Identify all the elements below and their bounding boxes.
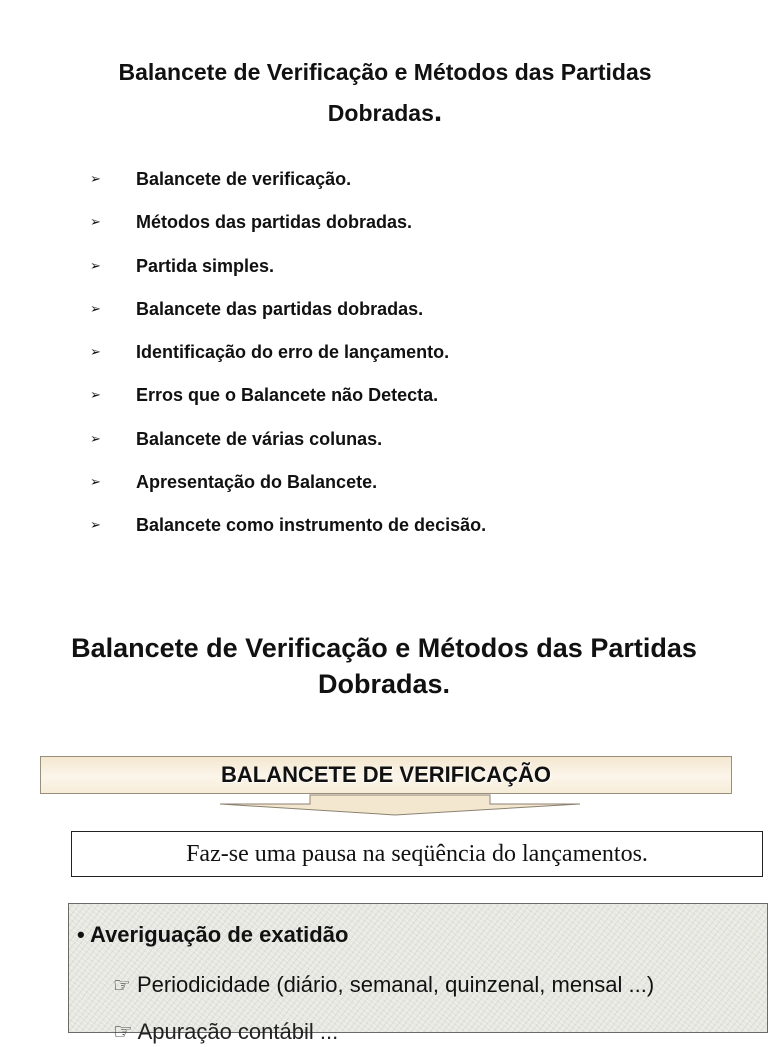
arrow-bullet-icon: ➢	[90, 300, 101, 316]
pause-statement: Faz-se uma pausa na seqüência do lançamentos.	[71, 831, 763, 877]
sub-item-cut-off: ☞ Apuração contábil ...	[113, 1019, 339, 1044]
arrow-bullet-icon: ➢	[90, 474, 101, 490]
list-item-label: Métodos das partidas dobradas.	[136, 212, 413, 233]
list-item-label: Partida simples.	[136, 255, 275, 276]
list-item	[90, 380, 486, 423]
textured-content-box	[68, 903, 768, 1044]
list-item	[90, 467, 486, 510]
list-item	[90, 294, 486, 337]
sub-item-periodicity	[113, 970, 654, 1001]
list-item-label: Erros que o Balancete não Detecta.	[136, 385, 439, 406]
slide1-title-period: .	[433, 95, 443, 128]
list-item-label: Balancete de verificação.	[136, 169, 352, 189]
down-arrow-connector	[210, 794, 582, 818]
topic-list	[90, 164, 486, 554]
down-arrow-shape	[220, 795, 580, 815]
arrow-bullet-icon: ➢	[90, 214, 101, 230]
slide1-title-text: Balancete de Verificação e Métodos das Partidas Dobradas	[118, 59, 652, 126]
list-item	[90, 337, 486, 380]
list-item-label: Balancete de várias colunas.	[136, 428, 383, 449]
list-item-label: Balancete como instrumento de decisão.	[136, 515, 487, 536]
slide1-title	[60, 52, 710, 133]
list-item	[90, 207, 486, 250]
list-item	[90, 510, 486, 553]
arrow-bullet-icon: ➢	[90, 430, 101, 446]
section-banner: BALANCETE DE VERIFICAÇÃO	[40, 756, 732, 794]
section-heading: • Averiguação de exatidão	[77, 922, 349, 947]
slide2-title: Balancete de Verificação e Métodos das Partidas Dobradas.	[71, 633, 697, 699]
list-item-label: Apresentação do Balancete.	[136, 472, 378, 493]
arrow-bullet-icon: ➢	[90, 387, 101, 403]
pointing-hand-icon: ☞	[113, 975, 131, 997]
list-item	[90, 251, 486, 294]
arrow-bullet-icon: ➢	[90, 517, 101, 533]
list-item	[90, 424, 486, 467]
list-item-label: Identificação do erro de lançamento.	[136, 342, 450, 363]
list-item-label: Balancete das partidas dobradas.	[136, 298, 424, 319]
arrow-bullet-icon: ➢	[90, 344, 101, 360]
arrow-bullet-icon: ➢	[90, 171, 101, 186]
arrow-bullet-icon: ➢	[90, 257, 101, 273]
list-item	[90, 164, 486, 207]
sub-item-text: Periodicidade (diário, semanal, quinzenal, mensal ...)	[136, 972, 655, 997]
